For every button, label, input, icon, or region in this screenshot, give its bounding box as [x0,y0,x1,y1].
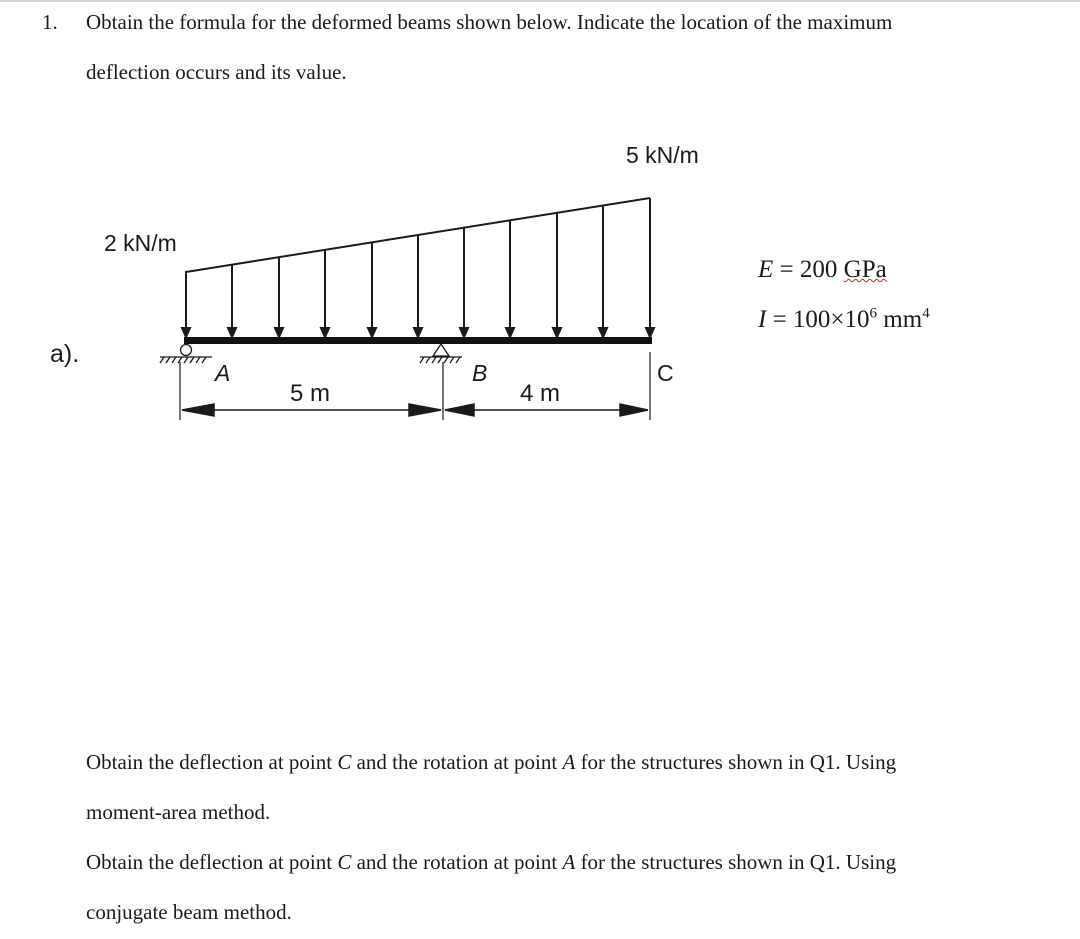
modulus-value: = 200 [773,256,844,283]
point-c-ref: C [337,750,352,774]
paragraph-text: and the rotation at point [351,750,563,774]
inertia-value: = 100×10 [766,306,870,333]
paragraph-text: for the structures shown in Q1. Using [575,750,897,774]
dimension-label-bc: 4 m [520,380,561,407]
point-c-ref: C [337,850,352,874]
point-label-b: B [472,360,488,386]
paragraph-text: for the structures shown in Q1. Using [575,850,897,874]
part-label: a). [50,340,80,368]
point-label-a: A [215,360,231,386]
paragraph-moment-area-line-2: moment-area method. [86,800,271,824]
point-a-ref: A [562,750,576,774]
paragraph-moment-area-line-1 [86,750,896,775]
inertia-exponent: 6 [869,305,878,322]
point-a-ref: A [562,850,576,874]
beam [184,337,652,344]
inertia-symbol: I [758,306,767,333]
question-text-line-1: Obtain the formula for the deformed beams shown below. Indicate the location of the maximum [86,10,893,34]
modulus-property [758,256,887,284]
support-a [160,345,212,364]
modulus-unit: GPa [843,256,887,283]
inertia-property [758,306,930,334]
distributed-load-arrows [182,198,654,337]
inertia-unit-exponent: 4 [922,305,930,322]
inertia-unit: mm [877,306,923,333]
dimension-label-ab: 5 m [290,380,331,407]
paragraph-conjugate-beam-line-2: conjugate beam method. [86,900,292,924]
question-number: 1. [42,10,58,34]
point-label-c: C [657,360,674,386]
paragraph-conjugate-beam-line-1 [86,850,896,875]
paragraph-text: and the rotation at point [351,850,563,874]
paragraph-text: Obtain the deflection at point [86,850,338,874]
support-b [420,344,462,363]
load-label-left: 2 kN/m [104,230,177,256]
modulus-symbol: E [758,256,774,283]
question-text-line-2: deflection occurs and its value. [86,60,347,84]
dimension-lines [182,404,648,416]
paragraph-text: Obtain the deflection at point [86,750,338,774]
load-label-right: 5 kN/m [626,142,699,168]
